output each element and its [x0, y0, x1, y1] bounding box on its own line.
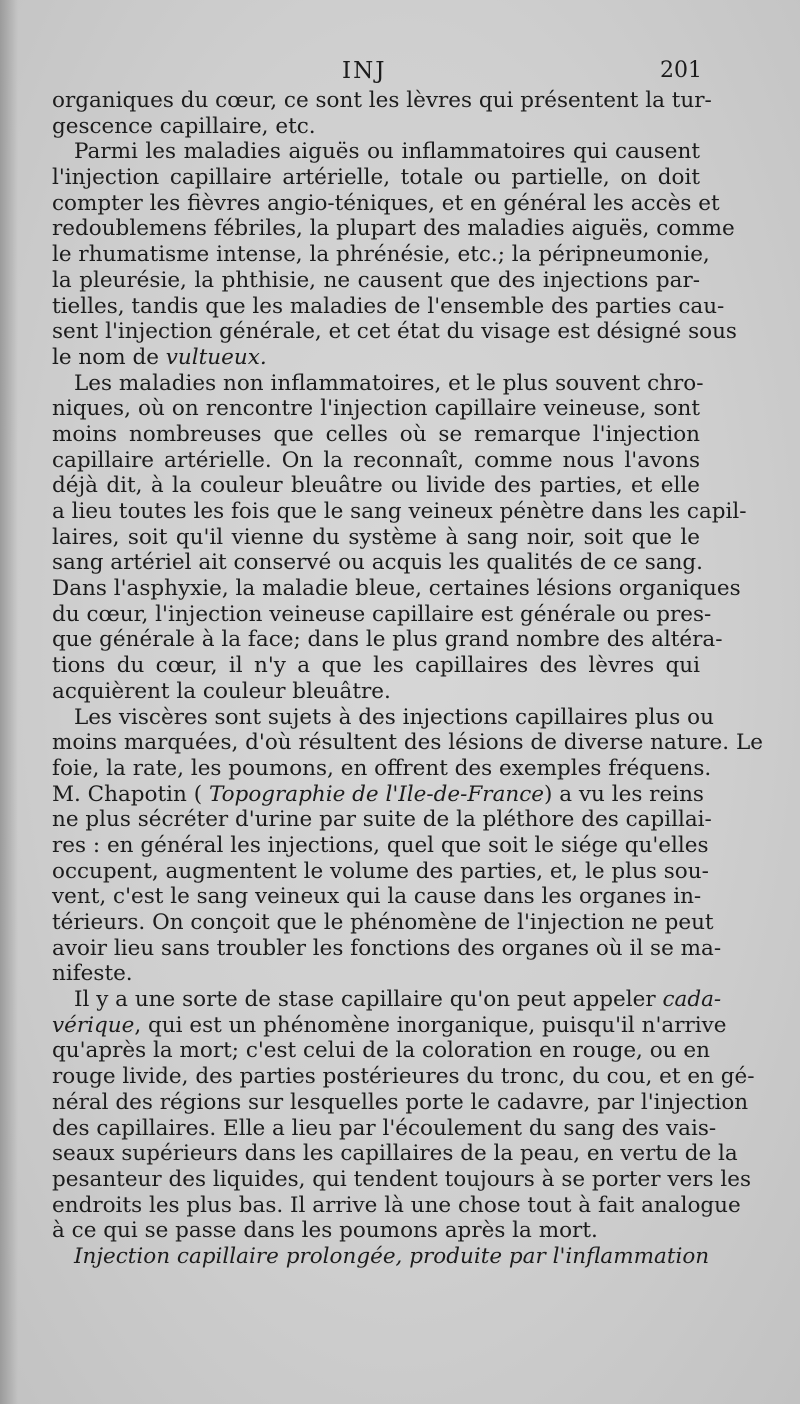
text-line: tielles, tandis que les maladies de l'ensemble des parties cau-	[52, 293, 725, 319]
text-span: le nom de	[52, 344, 166, 370]
text-line: endroits les plus bas. Il arrive là une chose tout à fait analogue	[52, 1192, 741, 1218]
text-line: ne plus sécréter d'urine par suite de la pléthore des capillai-	[52, 807, 712, 833]
text-line: déjà dit, à la couleur bleuâtre ou livide des parties, et elle	[52, 473, 700, 499]
italic-term-vultueux: vultueux.	[165, 344, 267, 370]
text-line: à ce qui se passe dans les poumons après la mort.	[52, 1218, 598, 1244]
text-line: le rhumatisme intense, la phrénésie, etc.; la péripneumonie,	[52, 242, 710, 268]
text-line: rouge livide, des parties postérieures du tronc, du cou, et en gé-	[52, 1064, 755, 1090]
text-line: a lieu toutes les fois que le sang veineux pénètre dans les capil-	[52, 499, 747, 524]
text-line: seaux supérieurs dans les capillaires de la peau, en vertu de la	[52, 1141, 738, 1167]
italic-citation-topographie: Topographie de l'Ile-de-France	[208, 781, 545, 807]
text-line: foie, la rate, les poumons, en offrent des exemples fréquens.	[52, 755, 712, 781]
text-line: Parmi les maladies aiguës ou inflammatoires qui causent	[74, 139, 700, 165]
text-span: , qui est un phénomène inorganique, puisqu'il n'arrive	[134, 1012, 727, 1038]
section-heading-italic: Injection capillaire prolongée, produite par l'inflammation	[74, 1243, 710, 1269]
text-line: pesanteur des liquides, qui tendent toujours à se porter vers les	[52, 1166, 752, 1192]
text-line: redoublemens fébriles, la plupart des maladies aiguës, comme	[52, 216, 735, 242]
text-line: occupent, augmentent le volume des parties, et, le plus sou-	[52, 858, 709, 884]
text-line	[52, 1012, 727, 1039]
italic-term-cadaverique: cada-	[662, 987, 722, 1013]
text-line: Les maladies non inflammatoires, et le plus souvent chro-	[74, 370, 704, 396]
text-line: moins marquées, d'où résultent des lésions de diverse nature. Le	[52, 730, 763, 756]
text-line: avoir lieu sans troubler les fonctions des organes où il se ma-	[52, 935, 722, 961]
text-line: organiques du cœur, ce sont les lèvres qui présentent la tur-	[52, 88, 712, 113]
text-line: la pleurésie, la phthisie, ne causent que des injections par-	[52, 267, 700, 293]
text-line: gescence capillaire, etc.	[52, 113, 316, 139]
text-line: acquièrent la couleur bleuâtre.	[52, 678, 391, 704]
text-line	[52, 345, 700, 371]
text-line	[52, 987, 722, 1013]
text-span: Il y a une sorte de stase capillaire qu'on peut appeler	[74, 987, 663, 1013]
text-line: compter les fièvres angio-téniques, et en général les accès et	[52, 190, 720, 216]
text-line: néral des régions sur lesquelles porte le cadavre, par l'injection	[52, 1089, 749, 1115]
text-line: res : en général les injections, quel que soit le siége qu'elles	[52, 832, 709, 858]
text-line: des capillaires. Elle a lieu par l'écoulement du sang des vais-	[52, 1115, 717, 1141]
text-line: Dans l'asphyxie, la maladie bleue, certaines lésions organiques	[52, 576, 741, 602]
text-line: térieurs. On conçoit que le phénomène de l'injection ne peut	[52, 910, 714, 935]
text-line	[52, 781, 704, 808]
text-line: qu'après la mort; c'est celui de la coloration en rouge, ou en	[52, 1038, 710, 1064]
running-title: INJ	[342, 58, 387, 84]
text-span: ) a vu les reins	[544, 781, 704, 807]
text-line: niques, où on rencontre l'injection capillaire veineuse, sont	[52, 396, 700, 422]
text-line: l'injection capillaire artérielle, totale ou partielle, on doit	[52, 165, 700, 191]
text-line: sang artériel ait conservé ou acquis les qualités de ce sang.	[52, 550, 704, 576]
text-line: nifeste.	[52, 961, 133, 987]
page-number: 201	[660, 58, 702, 83]
text-line: capillaire artérielle. On la reconnaît, comme nous l'avons	[52, 447, 700, 473]
text-line: que générale à la face; dans le plus grand nombre des altéra-	[52, 627, 723, 653]
text-line: Les viscères sont sujets à des injections capillaires plus ou	[74, 704, 714, 730]
text-line: laires, soit qu'il vienne du système à sang noir, soit que le	[52, 524, 700, 550]
text-span: M. Chapotin (	[52, 781, 209, 807]
page-gutter-shadow	[0, 0, 18, 1404]
body-text	[52, 88, 763, 1270]
text-line: tions du cœur, il n'y a que les capillaires des lèvres qui	[52, 653, 700, 679]
italic-term-cadaverique-end: vérique	[52, 1012, 135, 1038]
text-line: sent l'injection générale, et cet état du visage est désigné sous	[52, 319, 737, 345]
text-line: vent, c'est le sang veineux qui la cause dans les organes in-	[52, 884, 702, 910]
text-line: du cœur, l'injection veineuse capillaire est générale ou pres-	[52, 601, 712, 627]
text-line: moins nombreuses que celles où se remarque l'injection	[52, 421, 700, 447]
